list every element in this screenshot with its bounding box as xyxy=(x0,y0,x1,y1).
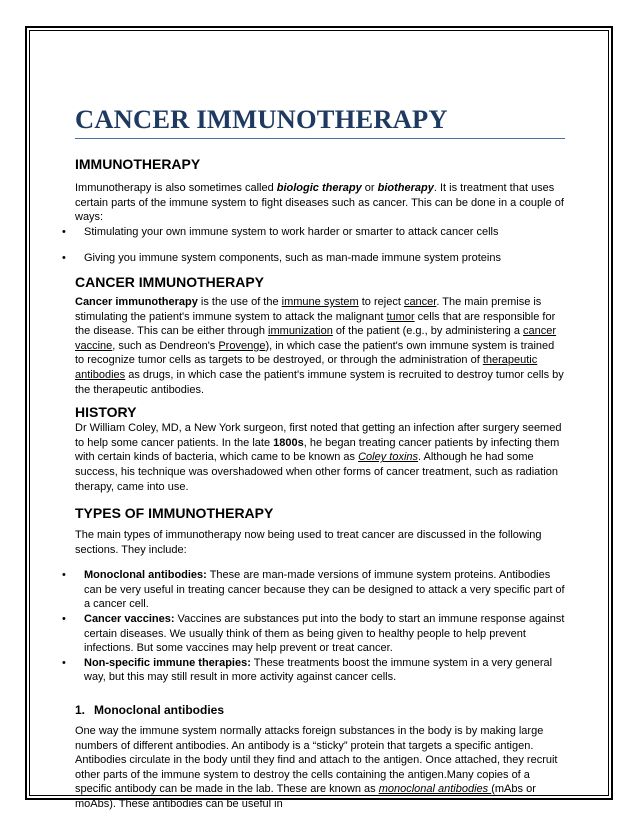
paragraph: The main types of immunotherapy now being used to treat cancer are discussed in the following sections. They include: xyxy=(75,529,542,556)
link-provenge[interactable]: Provenge xyxy=(218,339,266,352)
section-heading: CANCER IMMUNOTHERAPY xyxy=(75,273,264,290)
list-item: • Giving you immune system components, such as man-made immune system proteins xyxy=(62,252,501,265)
section-monoclonal xyxy=(75,702,565,812)
section-heading: HISTORY xyxy=(75,404,137,421)
bold-term: Monoclonal antibodies: xyxy=(84,569,207,582)
link-cancer-vaccine[interactable]: cancer vaccine xyxy=(75,325,557,352)
paragraph: Dr William Coley, MD, a New York surgeon, first noted that getting an infection after surgery seemed to help some cancer patients. In the late 1800s, he began treating cancer patients by infecting them with certain kinds of bacteria, which came to be known as Coley toxins. Although he had some success, his technique was overshadowed when other forms of cancer treatment, such as radiation therapy, came into use. xyxy=(75,422,562,493)
bullet-icon: • xyxy=(62,656,66,669)
section-cancer-immunotherapy xyxy=(75,273,565,397)
subsection-heading: 1. Monoclonal antibodies xyxy=(75,703,225,718)
bullet-list xyxy=(62,225,565,266)
bold-term: Non-specific immune therapies: xyxy=(84,656,251,669)
document-title: CANCER IMMUNOTHERAPY xyxy=(75,102,565,139)
paragraph: One way the immune system normally attacks foreign substances in the body is by making large numbers of different antibodies. An antibody is a “sticky” protein that targets a specific antigen. Antibodies circulate in the body until they find and attach to the antigen. Once attached, they recruit other parts of the immune system to destroy the cells containing the antigen.Many copies of a specific antibody can be made in the lab. These are known as monoclonal antibodies (mAbs or moAbs). These antibodies can be useful in xyxy=(75,725,558,810)
section-types xyxy=(62,504,565,685)
list-item: • Cancer vaccines: Vaccines are substances put into the body to start an immune response against certain diseases. We usually think of them as being given to healthy people to help prevent infections. But some vaccines may help prevent or treat cancer. xyxy=(62,613,565,655)
section-history xyxy=(75,403,565,494)
bold-term: Cancer vaccines: xyxy=(84,613,175,626)
link-coley-toxins[interactable]: Coley toxins xyxy=(358,451,419,464)
bullet-icon: • xyxy=(62,569,66,582)
section-heading: IMMUNOTHERAPY xyxy=(75,156,201,172)
link-cancer[interactable]: cancer xyxy=(403,295,437,308)
list-item: • Monoclonal antibodies: These are man-made versions of immune system proteins. Antibodies can be very useful in treating cancer because they can be designed to attack a very specific part of a cancer cell. xyxy=(62,569,565,611)
link-immune-system[interactable]: immune system xyxy=(281,295,359,308)
emphasis: biotherapy xyxy=(377,182,434,194)
section-heading: TYPES OF IMMUNOTHERAPY xyxy=(75,505,274,522)
link-therapeutic-antibodies[interactable]: therapeutic antibodies xyxy=(75,354,538,381)
document-body xyxy=(62,102,565,812)
bullet-icon: • xyxy=(62,613,66,626)
link-immunization[interactable]: immunization xyxy=(268,325,333,338)
subsection-number: 1. xyxy=(75,703,86,718)
emphasis: biologic therapy xyxy=(276,182,362,194)
bold-term: Cancer immunotherapy xyxy=(75,295,198,308)
list-item: • Non-specific immune therapies: These treatments boost the immune system in a very general way, but this may still result in more activity against cancer cells. xyxy=(62,656,553,684)
list-item: • Stimulating your own immune system to work harder or smarter to attack cancer cells xyxy=(62,225,499,238)
paragraph: Cancer immunotherapy is the use of the immune system to reject cancer. The main premise is stimulating the patient's immune system to attack the malignant tumor cells that are responsible for the disease. This can be either through immunization of the patient (e.g., by administering a cancer vaccine, such as Dendreon's Provenge), in which case the patient's own immune system is trained to recognize tumor cells as targets to be destroyed, or through the administration of therapeutic antibodies as drugs, in which case the patient's immune system is recruited to destroy tumor cells by the therapeutic antibodies. xyxy=(75,295,564,396)
term-monoclonal-antibodies: monoclonal antibodies xyxy=(378,783,492,796)
section-immunotherapy xyxy=(62,155,565,266)
paragraph: Immunotherapy is also sometimes called biologic therapy or biotherapy. It is treatment that uses certain parts of the immune system to fight diseases such as cancer. This can be done in a couple of ways: xyxy=(75,182,564,224)
link-tumor[interactable]: tumor xyxy=(386,310,415,323)
bullet-icon: • xyxy=(62,225,66,238)
bullet-list xyxy=(62,568,565,685)
bullet-icon: • xyxy=(62,252,66,265)
bold-term: 1800s xyxy=(273,436,304,449)
